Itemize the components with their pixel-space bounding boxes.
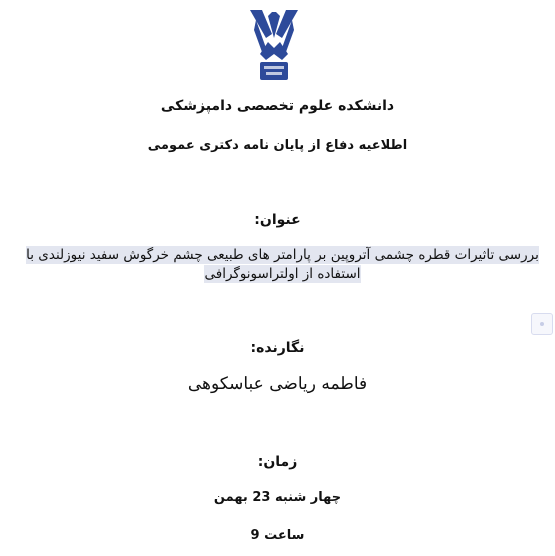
title-label: عنوان:	[254, 212, 301, 228]
author-name: فاطمه ریاضی عباسکوهی	[187, 374, 368, 394]
defense-date: چهار شنبه 23 بهمن	[213, 490, 342, 505]
thesis-title	[20, 246, 545, 284]
university-logo-icon	[248, 8, 300, 82]
comment-marker-icon[interactable]	[531, 313, 553, 335]
faculty-name: دانشکده علوم تخصصی دامپزشکی	[160, 98, 395, 114]
defense-notice: اطلاعیه دفاع از پایان نامه دکتری عمومی	[147, 138, 408, 153]
defense-hour: ساعت 9	[250, 528, 305, 543]
author-label: نگارنده:	[250, 340, 305, 356]
thesis-title-text: بررسی تاثیرات قطره چشمی آتروپین بر پارامتر های طبیعی چشم خرگوش سفید نیوزلندی با استفاده از اولتراسونوگرافی	[26, 247, 539, 282]
time-label: زمان:	[257, 454, 298, 470]
